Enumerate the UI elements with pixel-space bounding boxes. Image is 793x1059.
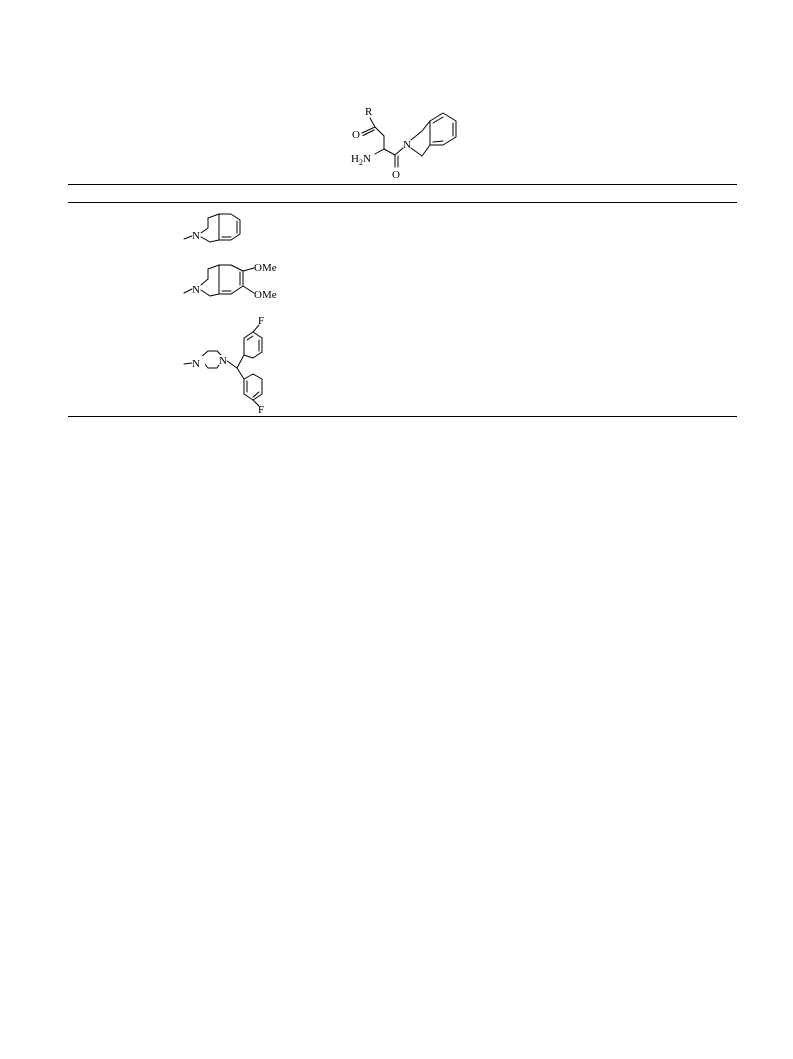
bond xyxy=(237,355,244,368)
bond xyxy=(395,148,403,155)
table-row xyxy=(182,312,282,417)
bond xyxy=(208,265,219,269)
bond xyxy=(411,148,422,156)
bond xyxy=(210,240,219,242)
methoxy-label: OMe xyxy=(254,289,277,301)
fluorine-label: F xyxy=(258,315,265,327)
bond xyxy=(184,289,192,293)
bond xyxy=(384,149,395,155)
bond xyxy=(411,131,422,140)
bond xyxy=(201,228,208,233)
fluorine-label: F xyxy=(258,404,265,416)
oxygen-label: O xyxy=(392,169,400,181)
table-rule-bottom xyxy=(68,416,737,417)
bond xyxy=(227,361,237,368)
amine-label: $H_2N$ xyxy=(351,153,371,167)
bond xyxy=(210,294,219,296)
bond xyxy=(219,265,243,294)
oxygen-label: O xyxy=(352,129,360,141)
bond xyxy=(247,336,253,340)
table-row xyxy=(182,212,252,247)
bond xyxy=(422,145,430,156)
bond xyxy=(237,368,244,379)
bond xyxy=(370,118,375,127)
bond xyxy=(243,286,254,293)
bond xyxy=(208,214,219,218)
bond xyxy=(433,141,443,142)
bond xyxy=(201,290,210,296)
nitrogen-label: N xyxy=(192,284,200,296)
methoxy-label: OMe xyxy=(254,262,277,274)
bond xyxy=(363,130,374,136)
bond xyxy=(201,237,210,242)
table-rule-header xyxy=(68,202,737,203)
bond xyxy=(375,149,384,154)
scaffold-structure xyxy=(340,100,480,185)
nitrogen-label: N xyxy=(192,358,200,370)
nitrogen-label: N xyxy=(403,139,411,151)
bond xyxy=(184,236,192,239)
table-rule-top xyxy=(68,184,737,185)
bond xyxy=(184,363,192,364)
bond xyxy=(422,121,430,131)
r-group-label: R xyxy=(365,106,373,118)
bond xyxy=(243,268,254,271)
nitrogen-label: N xyxy=(192,230,200,242)
table-row xyxy=(182,262,287,302)
nitrogen-label: N xyxy=(219,355,227,367)
bond xyxy=(201,279,208,285)
bond xyxy=(430,113,456,145)
bond xyxy=(375,127,384,136)
